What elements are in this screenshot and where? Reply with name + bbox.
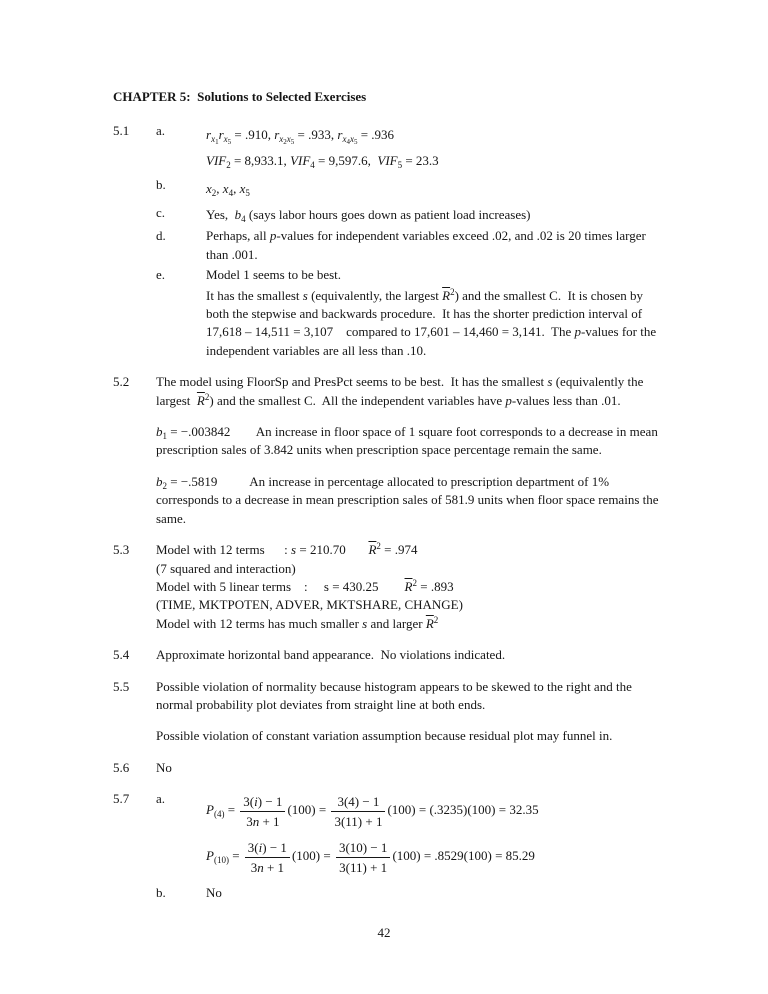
item-letter: d.: [156, 228, 166, 244]
math-var: r: [337, 127, 343, 143]
item-5-2: [113, 373, 661, 528]
text-run: ) and the smallest C. It is chosen by both the stepwise and backwards procedure. It has the shorter prediction interval of 17,618 – 14,511 = 3,107 compared to 17,601 – 14,460 = 3,141. The: [206, 287, 647, 340]
text-run: = .936: [357, 127, 395, 143]
fraction: [331, 793, 385, 830]
section-5-5: [113, 678, 661, 746]
item-number: 5.3: [113, 542, 130, 558]
text-run: = −.003842 An increase in floor space of 1 square foot corresponds to a decrease in mean prescription sales of 3.842 units when prescription space percentage remain the same.: [156, 424, 662, 458]
item-body: [206, 287, 661, 361]
math-var: P: [206, 848, 214, 864]
item-letter: b.: [156, 177, 166, 193]
text-run: and larger: [367, 615, 426, 631]
frac-numerator: 3(10) − 1: [336, 839, 391, 858]
item-number: 5.7: [113, 791, 130, 807]
subscript: (4): [213, 809, 225, 820]
r-bar: $\overline{R}$: [425, 615, 434, 631]
math-var: s: [302, 287, 308, 303]
text-run: ) − 1: [262, 839, 287, 855]
answer-line: [206, 204, 661, 225]
text-run: Model with 12 terms :: [156, 542, 292, 558]
section-5-6: [113, 759, 661, 777]
text-run: 3: [250, 859, 258, 875]
answer-line: No: [156, 759, 172, 775]
coefficient-b2-paragraph: [156, 473, 661, 528]
superscript: 2: [376, 541, 381, 552]
answer-line: Model 1 seems to be best.: [206, 267, 342, 283]
answer-paragraph: [206, 287, 661, 361]
item-5-1-c: [113, 204, 661, 225]
item-body: [206, 176, 661, 202]
text-run: + 1: [263, 859, 285, 875]
subscript: 4: [228, 188, 234, 199]
math-var: x: [342, 134, 347, 145]
text-run: = 210.70: [296, 542, 369, 558]
superscript: 2: [450, 286, 455, 297]
text-run: ,: [233, 181, 240, 197]
subscript: 2: [211, 188, 217, 199]
section-5-2: [113, 373, 661, 528]
math-var: p: [269, 228, 277, 244]
math-var: x: [211, 134, 216, 145]
text-run: Yes,: [206, 207, 235, 223]
r-bar: $\overline{R}$: [442, 287, 451, 303]
subscript: 4: [310, 160, 315, 171]
text-run: (says labor hours goes down as patient load increases): [245, 207, 531, 223]
item-number: 5.2: [113, 374, 130, 390]
math-var: n: [257, 859, 264, 875]
section-5-3: [113, 541, 661, 633]
math-var: n: [252, 813, 260, 829]
text-run: The model using FloorSp and PresPct seems to be best. It has the smallest: [156, 374, 548, 390]
text-run: = .893: [416, 578, 454, 594]
frac-numerator: [240, 793, 285, 812]
model-5-variables-line: (TIME, MKTPOTEN, ADVER, MKTSHARE, CHANGE): [156, 597, 463, 613]
math-var: s: [362, 615, 368, 631]
math-var: x: [206, 181, 212, 197]
frac-denominator: 3(11) + 1: [339, 859, 388, 875]
text-run: Model with 5 linear terms : s = 430.25: [156, 578, 405, 594]
fraction: [336, 839, 391, 876]
item-body: [156, 646, 661, 664]
item-letter: a.: [156, 123, 166, 139]
frac-denominator: [245, 858, 290, 876]
answer-paragraph: Approximate horizontal band appearance. No violations indicated.: [156, 647, 506, 663]
item-body: [206, 884, 661, 902]
math-var: b: [156, 473, 163, 489]
item-5-1-e: [113, 266, 661, 284]
formula-vif: [206, 148, 661, 174]
text-run: + 1: [259, 813, 280, 829]
text-run: = 23.3: [402, 153, 439, 169]
item-5-7-a: [113, 790, 661, 882]
percentile-formula-p4: [206, 790, 661, 830]
text-run: ) − 1: [257, 793, 283, 809]
text-run: Model with 12 terms has much smaller: [156, 615, 363, 631]
text-run: (100) =: [287, 802, 330, 818]
item-letter: e.: [156, 267, 166, 283]
text-run: (equivalently, the largest: [307, 287, 443, 303]
text-run: -values less than .01.: [511, 392, 621, 408]
item-letter: a.: [156, 791, 166, 807]
math-var: r: [218, 127, 224, 143]
page-content: [113, 88, 661, 916]
math-var: x: [349, 134, 354, 145]
subscript: 1: [162, 431, 167, 442]
percentile-formula-p10: [206, 836, 661, 876]
math-var: x: [239, 181, 246, 197]
item-5-1-a: [113, 122, 661, 174]
text-run: Perhaps, all: [206, 228, 270, 244]
math-var: x: [223, 134, 228, 145]
text-run: 3: [246, 813, 253, 829]
formula-x-variables: [206, 176, 661, 202]
text-run: It has the smallest: [206, 287, 303, 303]
math-var: s: [547, 374, 553, 390]
text-run: ) and the smallest C. All the independent variables have: [209, 392, 506, 408]
item-5-1-e-detail: [113, 287, 661, 361]
subscript: 2: [283, 138, 287, 147]
text-run: = −.5819 An increase in percentage allocated to prescription department of 1% corresponds to a decrease in mean prescription sales of 581.9 units when floor space remains the same.: [156, 473, 662, 526]
text-run: -values for the independent variables are all less than .10.: [206, 324, 660, 358]
math-var: P: [206, 802, 214, 818]
superscript: 2: [412, 577, 417, 588]
item-5-3: [113, 541, 661, 633]
item-body: [156, 759, 661, 777]
math-var: p: [505, 392, 512, 408]
constant-variation-paragraph: Possible violation of constant variation assumption because residual plot may funnel in.: [156, 728, 613, 744]
superscript: 2: [204, 391, 210, 402]
subscript: 1: [215, 138, 219, 147]
page-number: 42: [377, 925, 391, 940]
r-bar: $\overline{R}$: [404, 578, 413, 594]
text-run: (equivalently the largest: [156, 374, 647, 408]
text-run: = 8,933.1,: [230, 153, 291, 169]
math-var: b: [156, 424, 163, 440]
text-run: 3(: [243, 793, 255, 809]
text-run: = .933,: [294, 127, 338, 143]
item-number: 5.6: [113, 759, 130, 775]
text-run: =: [224, 802, 239, 818]
subscript: [223, 134, 232, 147]
subscript: 5: [397, 160, 403, 171]
model-comparison-line: [156, 615, 661, 633]
text-run: (100) = (.3235)(100) = 32.35: [387, 802, 539, 818]
text-run: = .974: [380, 542, 418, 558]
model-12-note-line: (7 squared and interaction): [156, 560, 296, 576]
math-var: VIF: [290, 153, 311, 169]
item-number: 5.5: [113, 678, 130, 694]
subscript: 5: [353, 138, 358, 147]
item-5-4: [113, 646, 661, 664]
math-var: b: [234, 207, 242, 223]
subscript: [279, 134, 295, 147]
coefficient-b1-paragraph: [156, 423, 661, 460]
item-number: 5.4: [113, 647, 130, 663]
text-run: ,: [216, 181, 223, 197]
frac-denominator: 3(11) + 1: [334, 813, 383, 829]
math-var: p: [574, 324, 582, 340]
answer-paragraph: [156, 373, 661, 410]
subscript: 5: [290, 138, 295, 147]
fraction: [240, 793, 285, 830]
item-body: [206, 122, 661, 174]
subscript: 5: [227, 138, 232, 147]
frac-denominator: [240, 812, 285, 830]
subscript: [342, 134, 358, 147]
math-var: VIF: [206, 153, 227, 169]
subscript: 4: [346, 138, 350, 147]
item-5-6: [113, 759, 661, 777]
item-body: [156, 373, 661, 528]
section-5-1: [113, 122, 661, 360]
text-run: -values for independent variables exceed .02, and .02 is 20 times larger than .001.: [206, 228, 650, 262]
model-5-terms-line: [156, 578, 661, 596]
math-var: x: [286, 134, 291, 145]
formula-correlations: [206, 122, 661, 148]
subscript: [211, 134, 219, 147]
text-run: = .910,: [231, 127, 275, 143]
subscript: (10): [213, 855, 229, 866]
item-5-1-d: [113, 227, 661, 264]
math-var: i: [254, 793, 258, 809]
text-run: (100) = .8529(100) = 85.29: [392, 848, 535, 864]
item-body: [156, 678, 661, 746]
subscript: 4: [241, 214, 246, 225]
normality-paragraph: Possible violation of normality because histogram appears to be skewed to the right and the normal probability plot deviates from straight line at both ends.: [156, 678, 636, 712]
subscript: 5: [245, 188, 250, 199]
frac-numerator: 3(4) − 1: [331, 793, 385, 812]
math-var: r: [274, 127, 280, 143]
answer-paragraph: [206, 227, 661, 264]
item-letter: c.: [156, 205, 166, 221]
text-run: (100) =: [291, 848, 334, 864]
math-var: i: [258, 839, 263, 855]
subscript: 2: [162, 480, 167, 491]
subscript: 2: [226, 160, 231, 171]
answer-line: No: [206, 885, 222, 901]
item-letter: b.: [156, 885, 166, 901]
model-12-terms-line: [156, 541, 661, 559]
text-run: = 9,597.6,: [314, 153, 378, 169]
item-body: [206, 790, 661, 882]
text-run: =: [228, 848, 243, 864]
item-body: [156, 541, 661, 633]
item-body: [206, 204, 661, 225]
r-bar: $\overline{R}$: [368, 542, 377, 558]
r-bar: $\overline{R}$: [196, 392, 205, 408]
math-var: VIF: [377, 153, 398, 169]
superscript: 2: [433, 614, 439, 625]
math-var: s: [291, 542, 297, 558]
item-5-7-b: [113, 884, 661, 902]
item-number: 5.1: [113, 123, 130, 139]
math-var: x: [279, 134, 284, 145]
item-body: [206, 227, 661, 264]
section-5-4: [113, 646, 661, 664]
math-var: x: [222, 181, 229, 197]
math-var: r: [206, 127, 212, 143]
page-title: CHAPTER 5: Solutions to Selected Exercises: [113, 89, 367, 104]
text-run: 3(: [247, 839, 259, 855]
item-body: [206, 266, 661, 284]
frac-numerator: [245, 839, 290, 858]
item-5-5: [113, 678, 661, 746]
section-5-7: [113, 790, 661, 902]
item-5-1-b: [113, 176, 661, 202]
fraction: [245, 839, 290, 876]
